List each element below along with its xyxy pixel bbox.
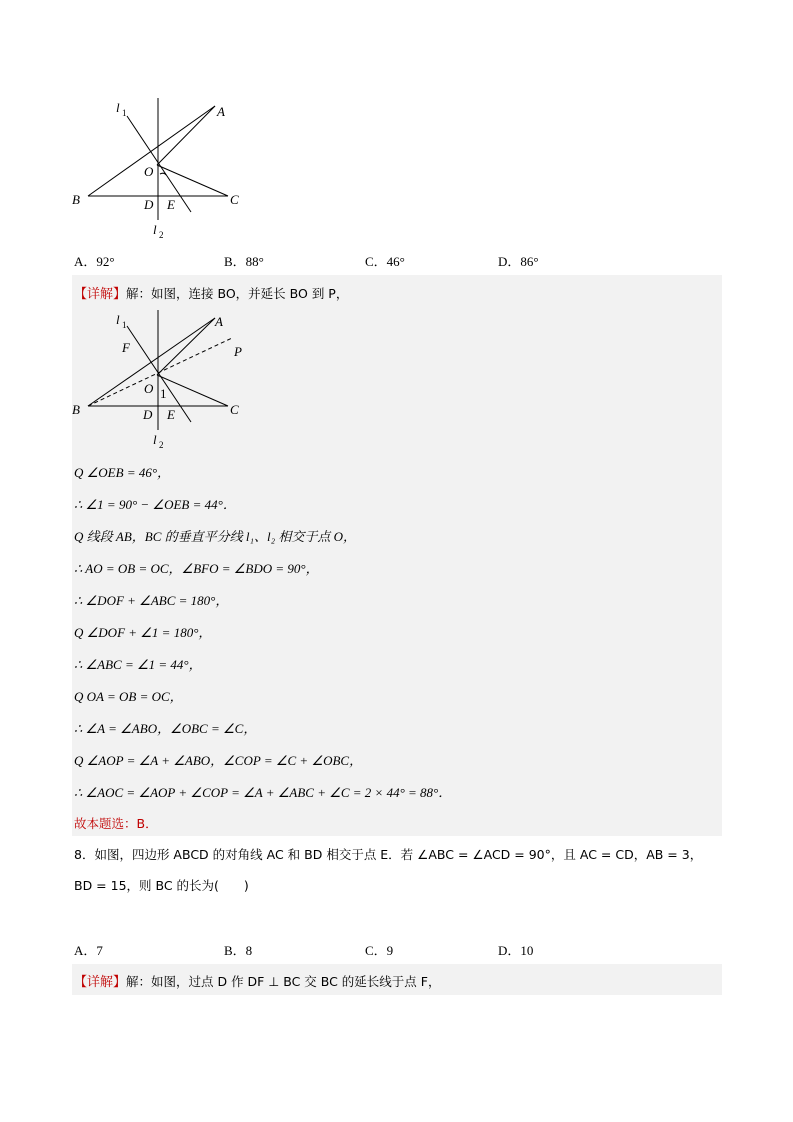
detail-intro-2	[74, 971, 440, 990]
segment-OC	[157, 375, 228, 406]
label-B: B	[72, 192, 80, 207]
detail-tag-2: 【详解】	[74, 975, 127, 990]
label-A: A	[217, 104, 225, 119]
q7-option-d: D．86°	[498, 254, 539, 269]
detail-intro-1	[74, 283, 348, 302]
label-P: P	[234, 344, 242, 359]
q8-text-line-2: BD = 15，则 BC 的长为( )	[74, 878, 249, 893]
segment-OA	[157, 318, 215, 375]
label-E: E	[167, 197, 175, 212]
angle-mark	[160, 173, 166, 175]
q7-option-c: C．46°	[365, 254, 405, 269]
q7-option-b: B．88°	[224, 254, 264, 269]
label-l2-sub: 2	[159, 230, 164, 240]
label-l1-sub: 1	[122, 108, 127, 118]
solution-line-8: Q OA = OB = OC，	[74, 689, 183, 704]
solution-line-11: ∴ ∠AOC = ∠AOP + ∠COP = ∠A + ∠ABC + ∠C = 2 × 44° = 88°．	[74, 785, 452, 800]
segment-OA	[157, 106, 215, 165]
detail-text: 解：如图，连接 BO，并延长 BO 到 P，	[126, 286, 349, 301]
answer-line: 故本题选：B．	[74, 816, 158, 831]
label-F: F	[122, 340, 130, 355]
q7-option-a: A．92°	[74, 254, 115, 269]
label-l1-sub: 1	[122, 320, 127, 330]
label-l1: l	[116, 100, 120, 115]
q8-text-line-1: 8．如图，四边形 ABCD 的对角线 AC 和 BD 相交于点 E．若 ∠ABC = ∠ACD = 90°，且 AC = CD，AB = 3，	[74, 847, 703, 862]
solution-line-3: Q 线段 AB，BC 的垂直平分线 l₁、l₂ 相交于点 O，	[74, 529, 357, 544]
line-l1	[127, 326, 191, 422]
q8-option-d: D．10	[498, 943, 534, 958]
label-C: C	[230, 192, 239, 207]
solution-line-5: ∴ ∠DOF + ∠ABC = 180°，	[74, 593, 229, 608]
label-A: A	[215, 314, 223, 329]
label-angle-1: 1	[160, 386, 167, 401]
q8-option-c: C．9	[365, 943, 394, 958]
solution-line-1: Q ∠OEB = 46°，	[74, 465, 171, 480]
label-C: C	[230, 402, 239, 417]
label-l2: l	[153, 432, 157, 447]
label-D: D	[143, 407, 153, 422]
q8-option-a: A．7	[74, 943, 103, 958]
solution-line-9: ∴ ∠A = ∠ABO，∠OBC = ∠C，	[74, 721, 257, 736]
label-O: O	[144, 164, 154, 179]
detail-text-2: 解：如图，过点 D 作 DF ⊥ BC 交 BC 的延长线于点 F，	[126, 974, 441, 989]
solution-line-4: ∴ AO = OB = OC，∠BFO = ∠BDO = 90°，	[74, 561, 319, 576]
label-l2-sub: 2	[159, 440, 164, 450]
label-D: D	[144, 197, 154, 212]
label-B: B	[72, 402, 80, 417]
detail-tag: 【详解】	[74, 287, 127, 302]
label-O: O	[144, 381, 154, 396]
solution-line-7: ∴ ∠ABC = ∠1 = 44°，	[74, 657, 202, 672]
q8-option-b: B．8	[224, 943, 253, 958]
solution-line-10: Q ∠AOP = ∠A + ∠ABO，∠COP = ∠C + ∠OBC，	[74, 753, 363, 768]
solution-line-2: ∴ ∠1 = 90° − ∠OEB = 44°．	[74, 497, 236, 512]
label-E: E	[167, 407, 175, 422]
label-l1: l	[116, 312, 120, 327]
segment-OC	[157, 165, 228, 196]
label-l2: l	[153, 222, 157, 237]
figure-1	[60, 92, 260, 242]
solution-line-6: Q ∠DOF + ∠1 = 180°，	[74, 625, 212, 640]
figure-2	[60, 304, 260, 454]
